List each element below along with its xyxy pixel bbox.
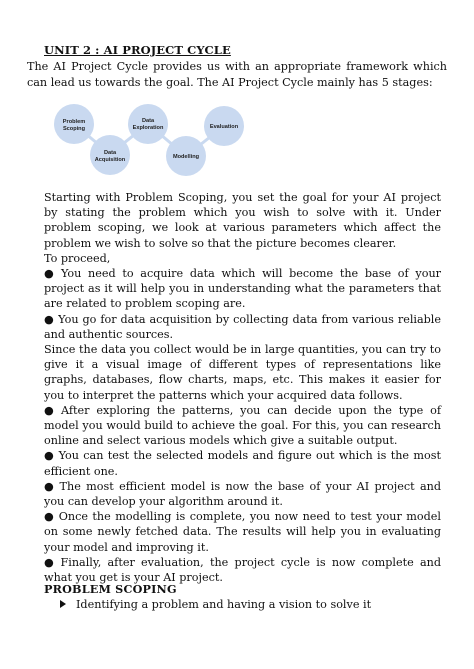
paragraph-text: You can test the selected models and figure out which is the most efficient one.: [44, 449, 442, 478]
bullet-paragraph: [44, 312, 441, 342]
stage-label-data-exploration-line2: Exploration: [132, 125, 164, 131]
paragraph-text: Finally, after evaluation, the project cycle is now complete and what you get is your AI project.: [44, 555, 441, 585]
bullet-paragraph: [44, 448, 441, 478]
stage-label-problem-scoping-line2: Scoping: [62, 126, 86, 132]
bullet-marker: ●: [44, 510, 55, 524]
bullet-paragraph: [44, 479, 441, 509]
paragraph-text: Once the modelling is complete, you now need to test your model on some newly fetched data. The results will help you in evaluating your model and improving it.: [44, 510, 441, 554]
paragraph-text: To proceed,: [44, 251, 111, 265]
cycle-diagram-svg: [50, 102, 250, 178]
paragraph: [44, 251, 441, 266]
stage-circle-data-exploration: [128, 104, 168, 144]
stage-label-modelling: Modelling: [172, 154, 200, 160]
paragraph-text: Since the data you collect would be in large quantities, you can try to give it a visual image of different types of representations like graphs, databases, flow charts, maps, etc. This makes it easier for you to interpret the patterns which your acquired data follows.: [44, 343, 441, 402]
bullet-marker: ●: [44, 312, 55, 326]
bullet-marker: ●: [44, 267, 57, 281]
bullet-marker: ●: [44, 555, 57, 569]
paragraph-text: After exploring the patterns, you can decide upon the type of model you would build to achieve the goal. For this, you can research online and select various models which give a suitable output.: [44, 403, 441, 448]
stage-label-data-exploration-line1: Data: [141, 118, 155, 124]
paragraph: [44, 342, 441, 403]
sub-item: [60, 598, 371, 611]
bullet-paragraph: [44, 266, 441, 312]
intro-paragraph: The AI Project Cycle provides us with an appropriate framework which can lead us towards the goal. The AI Project Cycle mainly has 5 stages:: [27, 60, 447, 89]
arrow-right-icon: [60, 600, 66, 608]
paragraph-text: The most efficient model is now the base of your AI project and you can develop your algorithm around it.: [44, 479, 441, 509]
bullet-marker: ●: [44, 403, 58, 417]
paragraph-text: You need to acquire data which will become the base of your project as it will help you in understanding what the parameters that are related to problem scoping are.: [44, 267, 442, 311]
stage-label-data-acquisition-line2: Acquisition: [94, 157, 126, 163]
bullet-marker: ●: [44, 479, 56, 493]
paragraph-text: You go for data acquisition by collecting data from various reliable and authentic sources.: [44, 312, 442, 341]
sub-item-text: Identifying a problem and having a vision to solve it: [76, 598, 372, 611]
paragraph-text: Starting with Problem Scoping, you set the goal for your AI project by stating the problem which you wish to solve with it. Under problem scoping, we look at various parameters which affect the problem we wish to solve so that the picture becomes clearer.: [44, 191, 441, 250]
section-title-problem-scoping: PROBLEM SCOPING: [44, 582, 177, 596]
bullet-paragraph: [44, 403, 441, 449]
stage-label-problem-scoping-line1: Problem: [62, 119, 86, 125]
stage-label-evaluation: Evaluation: [209, 124, 239, 130]
bullet-paragraph: [44, 555, 441, 585]
body-text: [44, 190, 441, 585]
paragraph: [44, 190, 441, 251]
bullet-paragraph: [44, 509, 441, 555]
unit-heading: UNIT 2 : AI PROJECT CYCLE: [44, 43, 231, 57]
bullet-marker: ●: [44, 449, 55, 463]
stage-label-data-acquisition-line1: Data: [103, 150, 117, 156]
ai-project-cycle-diagram: [50, 102, 250, 178]
